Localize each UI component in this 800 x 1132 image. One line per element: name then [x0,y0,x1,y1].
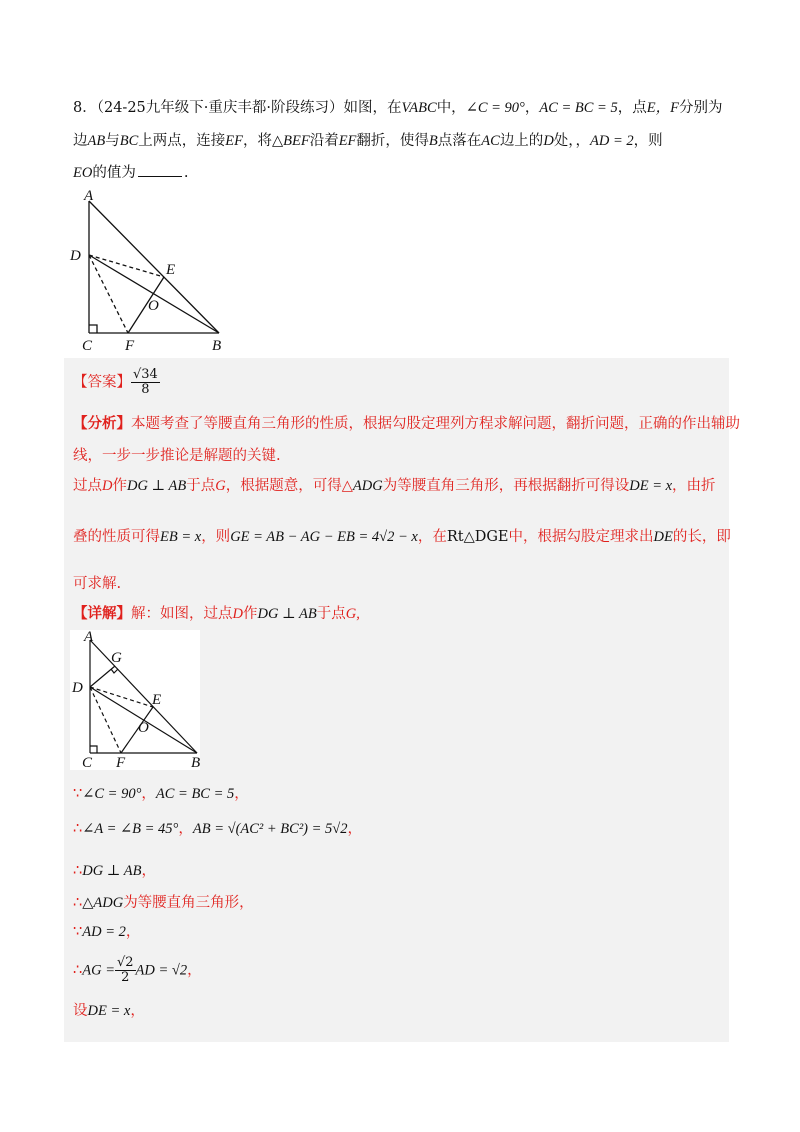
label-C: C [82,338,93,354]
label-A: A [84,188,94,204]
label-F: F [116,755,126,770]
math: EB = x [160,529,202,545]
fraction [115,956,136,985]
label-C: C [82,755,93,770]
math: D [543,133,554,149]
text: 线，一步一步推论是解题的关键. [73,448,281,464]
math: △ADG [82,895,124,911]
math: D [102,478,113,494]
text: 分别为 [678,100,723,116]
right-angle-mark [89,325,97,333]
fraction-numerator: √2 [116,955,134,970]
fraction-denominator: 2 [121,970,130,985]
fraction-denominator: 8 [141,382,150,397]
therefore-symbol: ∴ [73,962,83,979]
step-1 [73,784,249,804]
step-3 [73,861,156,881]
math: G [215,478,226,494]
text: ， [130,1003,145,1019]
step-7 [73,1001,145,1021]
label-D: D [72,680,83,696]
text: ， [141,786,156,802]
math: EF [225,133,243,149]
text: 于点 [316,606,346,622]
question-line-3 [73,162,188,183]
text: 上两点，连接 [138,133,226,149]
therefore-symbol: ∴ [73,895,83,911]
math: DG ⊥ AB [257,606,317,622]
text: 设 [73,1003,88,1019]
text: 沿着 [309,133,339,149]
text: ， [187,962,202,979]
text: 中， [436,100,466,116]
analysis-label: 【分析】 [73,415,131,432]
math: DE = x [629,478,673,494]
math: VABC [401,100,437,116]
text: ， [125,924,141,940]
math: DG ⊥ AB [126,478,187,494]
label-B: B [212,338,222,354]
text: 翻折，使得 [356,133,429,149]
text: 点落在 [437,133,482,149]
text: 于点 [186,478,216,494]
math: AG = [82,962,115,979]
analysis-line-4 [73,527,731,547]
text: ， [178,821,193,837]
text: 如图，在 [343,100,402,116]
text: 作 [112,478,127,494]
text: ， [234,786,249,802]
math: ∠A = ∠B = 45° [82,821,179,837]
math: ADG [352,478,383,494]
text: ，则 [633,133,663,149]
question-line-2 [73,131,663,151]
text: 的值为 [92,165,136,181]
text: 叠的性质可得 [73,529,160,545]
because-symbol: ∵ [73,786,83,802]
math: EF [338,133,357,149]
math: Rt△DGE [446,529,509,545]
step-4 [73,893,254,913]
fraction-numerator: √34 [133,367,158,382]
text: ， [347,821,363,837]
analysis-line-3 [73,476,716,496]
text: 中，根据勾股定理求出 [508,529,654,545]
text: 本题考查了等腰直角三角形的性质，根据勾股定理列方程求解问题，翻折问题，正确的作出辅助 [131,416,740,432]
math: DG ⊥ AB [82,863,142,879]
text: 为等腰直角三角形，再根据翻折可得设 [382,478,630,494]
figure-1 [68,188,238,358]
text: 解：如图，过点 [131,606,233,622]
right-angle-mark-G [111,669,118,673]
math: ∠C = 90° [82,786,142,802]
label-B: B [191,755,200,770]
label-D: D [70,248,81,264]
math: B [428,133,438,149]
math: D [232,606,243,622]
text: ，在 [417,529,447,545]
answer-label: 【答案】 [73,374,131,391]
step-2 [73,819,362,839]
text: ，由折 [672,478,716,494]
text: 的长，即 [672,529,731,545]
math: AD = 2 [590,133,634,149]
question-number: 8． [73,100,97,116]
text: ，则 [201,529,231,545]
text: 过点 [73,478,102,494]
label-E: E [166,262,176,278]
label-G: G [111,650,122,666]
math: G, [345,606,360,622]
detail-line-1 [73,604,360,624]
math: BC [119,133,139,149]
answer-blank [138,162,182,177]
text: 为等腰直角三角形， [123,895,254,911]
text: 与 [105,133,120,149]
analysis-line-2 [73,446,281,466]
figure-2 [70,630,200,770]
label-O: O [148,298,159,314]
text: 可求解. [73,576,122,592]
math: AB [87,133,106,149]
text: 作 [242,606,258,622]
therefore-symbol: ∴ [73,863,83,879]
analysis-line-1 [73,414,740,434]
detail-label: 【详解】 [73,605,131,622]
text: ， [141,863,157,879]
math: EO [73,165,93,181]
math: DE [653,529,673,545]
text: ，根据题意，可得△ [225,478,353,494]
math: AD = √2 [135,962,188,979]
text: 边 [73,133,88,149]
answer-fraction [131,368,160,397]
math: AB = √(AC² + BC²) = 5√2 [192,821,348,837]
text: 边上的 [499,133,544,149]
text: ， [524,100,540,116]
label-F: F [125,338,135,354]
step-5 [73,922,140,942]
label-A: A [84,630,94,645]
math: DE = x [87,1003,131,1019]
text: ，将△ [242,133,284,149]
text: 处，， [553,133,591,149]
math: AC = BC = 5 [155,786,235,802]
label-O: O [138,720,149,736]
math: BEF [283,133,310,149]
because-symbol: ∵ [73,924,83,940]
math: ∠C = 90° [465,100,525,116]
math: AC [481,133,500,149]
math: AD = 2 [82,924,126,940]
analysis-line-5 [73,574,121,594]
step-6 [73,956,202,985]
math: E，F [646,100,679,116]
text: . [183,165,189,181]
math: AC = BC = 5 [539,100,618,116]
question-source: （24-25九年级下·重庆丰都·阶段练习） [96,100,344,116]
right-angle-mark-C [90,746,97,753]
label-E: E [152,692,162,708]
text: ，点 [617,100,647,116]
math: GE = AB − AG − EB = 4√2 − x [230,529,418,545]
question-line-1 [73,98,722,118]
therefore-symbol: ∴ [73,821,83,837]
answer-line [73,368,160,397]
